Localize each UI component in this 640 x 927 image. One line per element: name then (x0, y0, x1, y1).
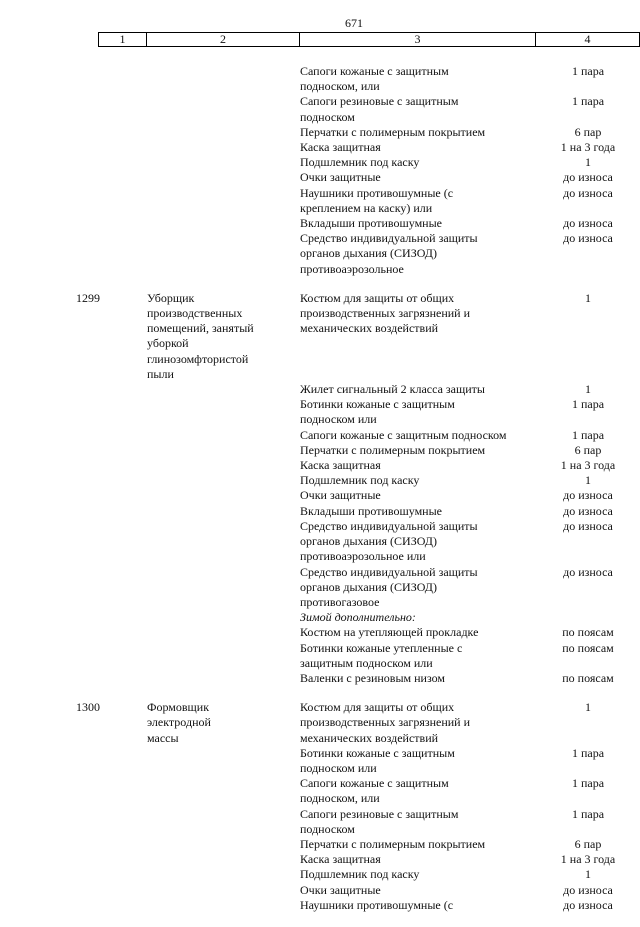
ppe-item-name: Перчатки с полимерным покрытием (300, 836, 486, 851)
ppe-item-name: Подшлемник под каску (300, 473, 420, 488)
ppe-item-name: Сапоги кожаные с защитным подноском, или (300, 776, 449, 806)
ppe-item-name: Средство индивидуальной защиты органов дыхания (СИЗОД) противогазовое (300, 564, 478, 609)
job-title (106, 504, 259, 519)
item-number (0, 216, 106, 231)
ppe-item-quantity: по поясам (562, 640, 614, 655)
job-title (106, 519, 259, 565)
ppe-item-quantity: 1 пара (571, 806, 605, 821)
ppe-item-quantity: до износа (563, 564, 613, 579)
ppe-item-quantity: 1 пара (571, 427, 605, 442)
item-number (0, 837, 106, 852)
job-title (106, 125, 259, 140)
item-number (0, 565, 106, 611)
item-number (0, 125, 106, 140)
table-row (0, 776, 640, 806)
item-number (0, 671, 106, 686)
job-title (106, 397, 259, 427)
ppe-item-name: Каска защитная (300, 458, 381, 473)
ppe-item-quantity: 1 пара (571, 94, 605, 109)
job-title: Формовщик электродной массы (147, 700, 211, 745)
ppe-item-quantity: 1 на 3 года (560, 140, 616, 155)
table-row (0, 625, 640, 640)
item-number (0, 519, 106, 565)
ppe-item-name: Наушники противошумные (с (300, 897, 454, 912)
item-number (0, 140, 106, 155)
ppe-item-quantity: 1 пара (571, 64, 605, 78)
item-number (0, 231, 106, 277)
job-title (106, 867, 259, 882)
table-row (0, 170, 640, 185)
ppe-item-quantity: 6 пар (574, 124, 602, 139)
table-row (0, 671, 640, 686)
ppe-item-quantity: по поясам (562, 670, 614, 685)
ppe-item-name: Ботинки кожаные с защитным подноском или (300, 745, 455, 775)
job-title (106, 382, 259, 397)
table-row (0, 883, 640, 898)
job-title (106, 231, 259, 277)
job-title (106, 216, 259, 231)
ppe-item-quantity: до износа (563, 216, 613, 231)
ppe-item-name: Подшлемник под каску (300, 155, 420, 170)
job-title (106, 488, 259, 503)
job-title (106, 898, 259, 913)
ppe-item-quantity: до износа (563, 185, 613, 200)
ppe-item-name: Каска защитная (300, 140, 381, 155)
ppe-item-name: Очки защитные (300, 488, 381, 503)
job-title (106, 610, 259, 625)
ppe-item-quantity: до износа (563, 882, 613, 897)
ppe-item-name: Костюм для защиты от общих производственных загрязнений и механических воздействий (300, 700, 471, 745)
ppe-item-name: Средство индивидуальной защиты органов дыхания (СИЗОД) противоаэрозольное или (300, 518, 478, 564)
table-row (0, 397, 640, 427)
ppe-item-quantity (541, 610, 635, 625)
ppe-item-name: Сапоги резиновые с защитным подноском (300, 806, 459, 836)
item-number (0, 186, 106, 216)
table-group (0, 64, 640, 277)
ppe-item-name: Вкладыши противошумные (300, 216, 442, 231)
item-number (0, 170, 106, 185)
job-title (106, 565, 259, 611)
table-row (0, 140, 640, 155)
table-row (0, 837, 640, 852)
ppe-item-quantity: 1 (585, 155, 591, 170)
ppe-item-name: Жилет сигнальный 2 класса защиты (300, 382, 485, 397)
job-title (106, 746, 259, 776)
table-row (0, 504, 640, 519)
ppe-item-name: Очки защитные (300, 882, 381, 897)
job-title (106, 94, 259, 124)
ppe-item-name: Зимой дополнительно: (300, 610, 416, 625)
table-row (0, 473, 640, 488)
job-title (106, 155, 259, 170)
table-row (0, 458, 640, 473)
table-row (0, 807, 640, 837)
item-number (0, 473, 106, 488)
table-group (0, 700, 640, 913)
ppe-item-quantity: 1 (585, 290, 591, 305)
item-number (0, 807, 106, 837)
ppe-item-name: Перчатки с полимерным покрытием (300, 442, 486, 457)
ppe-item-name: Сапоги кожаные с защитным подноском, или (300, 64, 449, 94)
item-number (0, 94, 106, 124)
job-title (106, 428, 259, 443)
ppe-item-name: Сапоги резиновые с защитным подноском (300, 94, 459, 124)
item-number (0, 488, 106, 503)
item-number (0, 428, 106, 443)
ppe-item-quantity: 1 (585, 473, 591, 488)
job-title: Уборщик производственных помещений, занятый уборкой глинозомфтористой пыли (147, 290, 254, 381)
table-header (98, 32, 640, 47)
ppe-item-quantity: до износа (563, 897, 613, 912)
item-number (0, 458, 106, 473)
table-row (0, 216, 640, 231)
table-row (0, 746, 640, 776)
ppe-item-name: Ботинки кожаные с защитным подноском или (300, 397, 455, 427)
table-group (0, 291, 640, 686)
ppe-item-name: Вкладыши противошумные (300, 503, 442, 518)
table-row (0, 291, 640, 382)
ppe-item-quantity: 1 на 3 года (560, 852, 616, 867)
ppe-item-quantity: 1 (585, 700, 591, 715)
job-title (106, 837, 259, 852)
job-title (106, 140, 259, 155)
ppe-item-quantity: 1 (585, 867, 591, 882)
table-row (0, 155, 640, 170)
table-row (0, 231, 640, 277)
ppe-item-name: Подшлемник под каску (300, 867, 420, 882)
item-number (0, 382, 106, 397)
ppe-item-quantity: по поясам (562, 625, 614, 640)
ppe-item-quantity: до износа (563, 231, 613, 246)
header-col-3: 3 (300, 33, 536, 46)
table-row (0, 186, 640, 216)
table-row (0, 64, 640, 94)
job-title (106, 641, 259, 671)
ppe-item-name: Средство индивидуальной защиты органов дыхания (СИЗОД) противоаэрозольное (300, 231, 478, 276)
table-body (0, 64, 640, 927)
item-number (0, 64, 106, 94)
item-number (0, 883, 106, 898)
item-number (0, 443, 106, 458)
page-number: 671 (345, 16, 363, 30)
item-number (0, 776, 106, 806)
header-col-4: 4 (584, 32, 591, 46)
job-title (106, 170, 259, 185)
ppe-item-quantity: 6 пар (574, 442, 602, 457)
job-title (106, 807, 259, 837)
table-row (0, 382, 640, 397)
job-title (106, 458, 259, 473)
ppe-item-name: Костюм для защиты от общих производственных загрязнений и механических воздействий (300, 290, 471, 336)
job-title (106, 776, 259, 806)
ppe-item-name: Наушники противошумные (с креплением на каску) или (300, 185, 454, 215)
ppe-item-name: Ботинки кожаные утепленные с защитным подноском или (300, 640, 463, 670)
item-number (0, 155, 106, 170)
ppe-item-name: Перчатки с полимерным покрытием (300, 124, 486, 139)
table-row (0, 700, 640, 746)
item-number (0, 867, 106, 882)
job-title (106, 64, 259, 94)
ppe-item-quantity: 6 пар (574, 836, 602, 851)
job-title (106, 625, 259, 640)
header-col-2: 2 (147, 33, 300, 46)
ppe-item-name: Валенки с резиновым низом (300, 670, 446, 685)
ppe-item-quantity: до износа (563, 488, 613, 503)
job-title (106, 473, 259, 488)
table-row (0, 443, 640, 458)
table-row (0, 519, 640, 565)
ppe-item-quantity: 1 (585, 382, 591, 397)
ppe-item-name: Каска защитная (300, 852, 381, 867)
table-row (0, 94, 640, 124)
job-title (106, 883, 259, 898)
ppe-item-quantity: 1 пара (571, 745, 605, 760)
ppe-item-name: Костюм на утепляющей прокладке (300, 625, 479, 640)
item-number: 1300 (76, 700, 100, 715)
table-row (0, 125, 640, 140)
header-col-1: 1 (99, 33, 147, 46)
table-row (0, 852, 640, 867)
item-number: 1299 (76, 290, 100, 305)
ppe-item-name: Очки защитные (300, 170, 381, 185)
table-row (0, 898, 640, 913)
item-number (0, 746, 106, 776)
job-title (106, 443, 259, 458)
table-row (0, 610, 640, 625)
item-number (0, 504, 106, 519)
ppe-item-name: Сапоги кожаные с защитным подноском (300, 427, 507, 442)
item-number (0, 610, 106, 625)
ppe-item-quantity: 1 пара (571, 397, 605, 412)
item-number (0, 641, 106, 671)
table-row (0, 641, 640, 671)
ppe-item-quantity: до износа (563, 503, 613, 518)
ppe-item-quantity: до износа (563, 170, 613, 185)
ppe-item-quantity: 1 пара (571, 776, 605, 791)
table-row (0, 867, 640, 882)
job-title (106, 671, 259, 686)
ppe-item-quantity: до износа (563, 518, 613, 533)
item-number (0, 625, 106, 640)
item-number (0, 898, 106, 913)
ppe-item-quantity: 1 на 3 года (560, 458, 616, 473)
job-title (106, 186, 259, 216)
job-title (106, 852, 259, 867)
table-row (0, 565, 640, 611)
table-row (0, 428, 640, 443)
table-row (0, 488, 640, 503)
item-number (0, 397, 106, 427)
item-number (0, 852, 106, 867)
